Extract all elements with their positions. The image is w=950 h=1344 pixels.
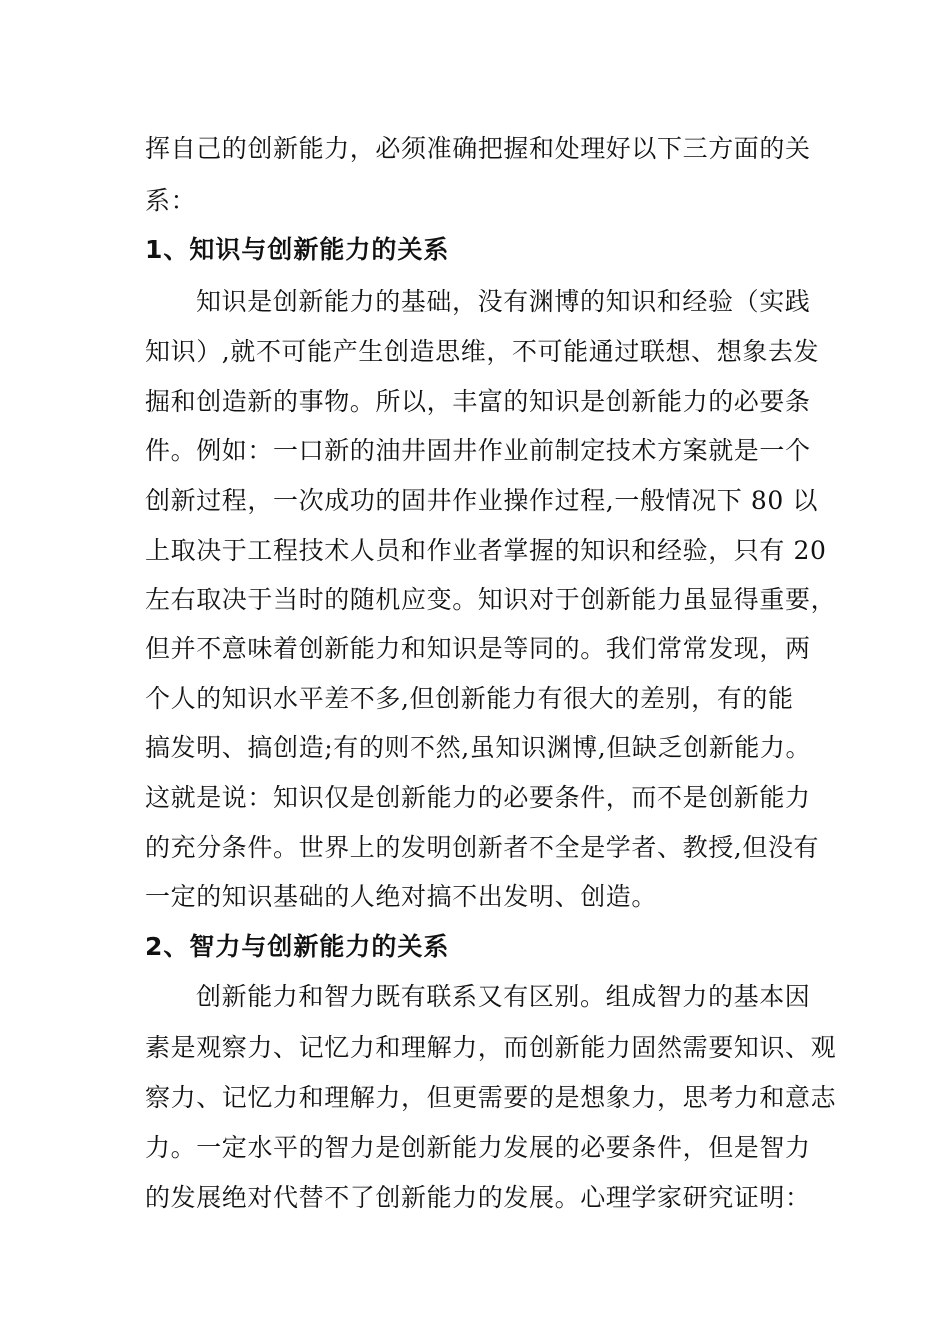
- section-heading: 1、知识与创新能力的关系: [145, 235, 450, 264]
- text-line: 力。一定水平的智力是创新能力发展的必要条件，但是智力: [145, 1133, 811, 1162]
- text-line: 系：: [145, 186, 197, 215]
- text-line: 掘和创造新的事物。所以，丰富的知识是创新能力的必要条: [145, 387, 811, 416]
- text-line: 搞发明、搞创造;有的则不然,虽知识渊博,但缺乏创新能力。: [145, 733, 812, 762]
- text-line: 上取决于工程技术人员和作业者掌握的知识和经验，只有 20: [145, 536, 827, 565]
- text-line: 但并不意味着创新能力和知识是等同的。我们常常发现，两: [145, 634, 811, 663]
- text-line: 这就是说：知识仅是创新能力的必要条件，而不是创新能力: [145, 783, 811, 812]
- text-line: 素是观察力、记忆力和理解力，而创新能力固然需要知识、观: [145, 1033, 837, 1062]
- paragraph-first-line: 知识是创新能力的基础，没有渊博的知识和经验（实践: [196, 287, 811, 316]
- text-line: 个人的知识水平差不多,但创新能力有很大的差别，有的能: [145, 684, 794, 713]
- text-line: 的发展绝对代替不了创新能力的发展。心理学家研究证明：: [145, 1183, 811, 1212]
- text-line: 的充分条件。世界上的发明创新者不全是学者、教授,但没有: [145, 833, 820, 862]
- text-line: 件。例如：一口新的油井固井作业前制定技术方案就是一个: [145, 436, 811, 465]
- text-line: 左右取决于当时的随机应变。知识对于创新能力虽显得重要，: [145, 585, 837, 614]
- text-line: 挥自己的创新能力，必须准确把握和处理好以下三方面的关: [145, 134, 811, 163]
- paragraph-first-line: 创新能力和智力既有联系又有区别。组成智力的基本因: [196, 982, 811, 1011]
- section-heading: 2、智力与创新能力的关系: [145, 932, 450, 961]
- text-line: 创新过程，一次成功的固井作业操作过程,一般情况下 80 以: [145, 486, 819, 515]
- text-line: 知识）,就不可能产生创造思维，不可能通过联想、想象去发: [145, 337, 820, 366]
- text-line: 一定的知识基础的人绝对搞不出发明、创造。: [145, 882, 658, 911]
- text-line: 察力、记忆力和理解力，但更需要的是想象力，思考力和意志: [145, 1083, 837, 1112]
